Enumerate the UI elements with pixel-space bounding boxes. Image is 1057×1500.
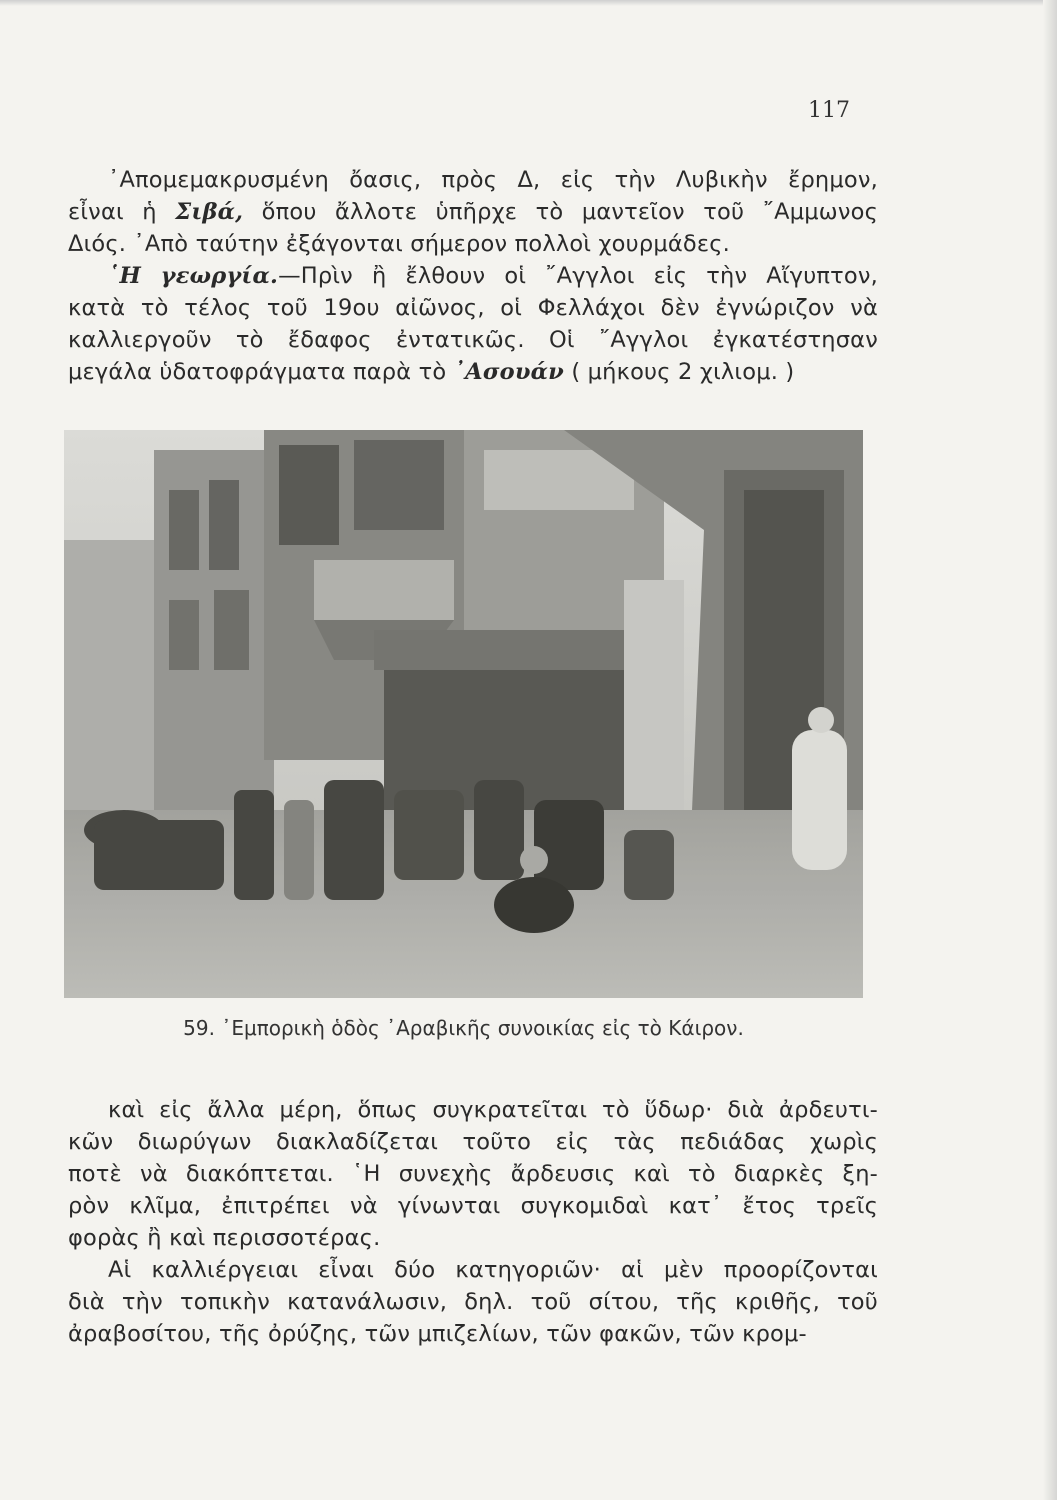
text-segment: εἶναι ἡ	[68, 199, 176, 225]
street-photo	[64, 430, 863, 998]
paragraph	[68, 1094, 878, 1254]
text-segment: Διός. ᾿Απὸ ταύτην ἐξάγονται σήμερον πολλοὶ χουρμάδες.	[68, 231, 730, 257]
text-segment: καὶ εἰς ἄλλα μέρη, ὅπως συγκρατεῖται τὸ ὕδωρ· διὰ ἀρδευτι-	[108, 1097, 878, 1123]
text-segment: ᾿Απομεμακρυσμένη ὄασις, πρὸς Δ, εἰς τὴν Λυβικὴν ἔρημον,	[108, 167, 878, 193]
text-line	[68, 1094, 878, 1126]
figure-caption: 59. ᾿Εμπορικὴ ὁδὸς ᾿Αραβικῆς συνοικίας εἰς τὸ Κάιρον.	[183, 1016, 744, 1040]
emphasized-term: Σιβά,	[175, 199, 244, 225]
text-segment: —Πρὶν ἢ ἔλθουν οἱ ῎Αγγλοι εἰς τὴν Αἴγυπτον,	[278, 263, 878, 289]
text-segment: ὅπου ἄλλοτε ὑπῆρχε τὸ μαντεῖον τοῦ ῎Αμμωνος	[243, 199, 878, 225]
text-line	[68, 1158, 878, 1190]
text-line	[68, 1318, 878, 1350]
text-line	[68, 356, 878, 388]
text-line	[68, 292, 878, 324]
paragraph	[68, 1254, 878, 1350]
text-line	[68, 260, 878, 292]
text-segment: ( μήκους 2 χιλιομ. )	[563, 359, 795, 385]
text-line	[68, 324, 878, 356]
text-line	[68, 228, 878, 260]
text-segment: διὰ τὴν τοπικὴν κατανάλωσιν, δηλ. τοῦ σίτου, τῆς κριθῆς, τοῦ	[68, 1289, 878, 1315]
page-top-edge	[0, 0, 1057, 6]
text-segment: Αἱ καλλιέργειαι εἶναι δύο κατηγοριῶν· αἱ μὲν προορίζονται	[108, 1257, 878, 1283]
text-segment: μεγάλα ὑδατοφράγματα παρὰ τὸ	[68, 359, 454, 385]
text-line	[68, 1190, 878, 1222]
emphasized-term: ᾿Ασουάν	[453, 359, 564, 385]
bottom-text-block	[68, 1094, 878, 1350]
text-line	[68, 1286, 878, 1318]
text-segment: κῶν διωρύγων διακλαδίζεται τοῦτο εἰς τὰς πεδιάδας χωρὶς	[68, 1129, 878, 1155]
emphasized-term: ῾Η γεωργία.	[108, 263, 279, 289]
text-segment: ἀραβοσίτου, τῆς ὀρύζης, τῶν μπιζελίων, τῶν φακῶν, τῶν κρομ-	[68, 1321, 807, 1347]
text-segment: ποτὲ νὰ διακόπτεται. ῾Η συνεχὴς ἄρδευσις καὶ τὸ διαρκὲς ξη-	[68, 1161, 878, 1187]
text-segment: καλλιεργοῦν τὸ ἔδαφος ἐντατικῶς. Οἱ ῎Αγγλοι ἐγκατέστησαν	[68, 327, 878, 353]
text-line	[68, 1126, 878, 1158]
text-segment: ρὸν κλῖμα, ἐπιτρέπει νὰ γίνωνται συγκομιδαὶ κατ᾿ ἔτος τρεῖς	[68, 1193, 878, 1219]
text-line	[68, 196, 878, 228]
text-line	[68, 1254, 878, 1286]
text-segment: κατὰ τὸ τέλος τοῦ 19ου αἰῶνος, οἱ Φελλάχοι δὲν ἐγνώριζον νὰ	[68, 295, 878, 321]
paragraph	[68, 164, 878, 260]
page-right-edge	[1043, 0, 1057, 1500]
page-number: 117	[808, 98, 850, 123]
text-line	[68, 1222, 878, 1254]
top-text-block	[68, 164, 878, 388]
text-line	[68, 164, 878, 196]
text-segment: φορὰς ἢ καὶ περισσοτέρας.	[68, 1225, 381, 1251]
paragraph	[68, 260, 878, 388]
street-photo-illustration	[64, 430, 863, 998]
